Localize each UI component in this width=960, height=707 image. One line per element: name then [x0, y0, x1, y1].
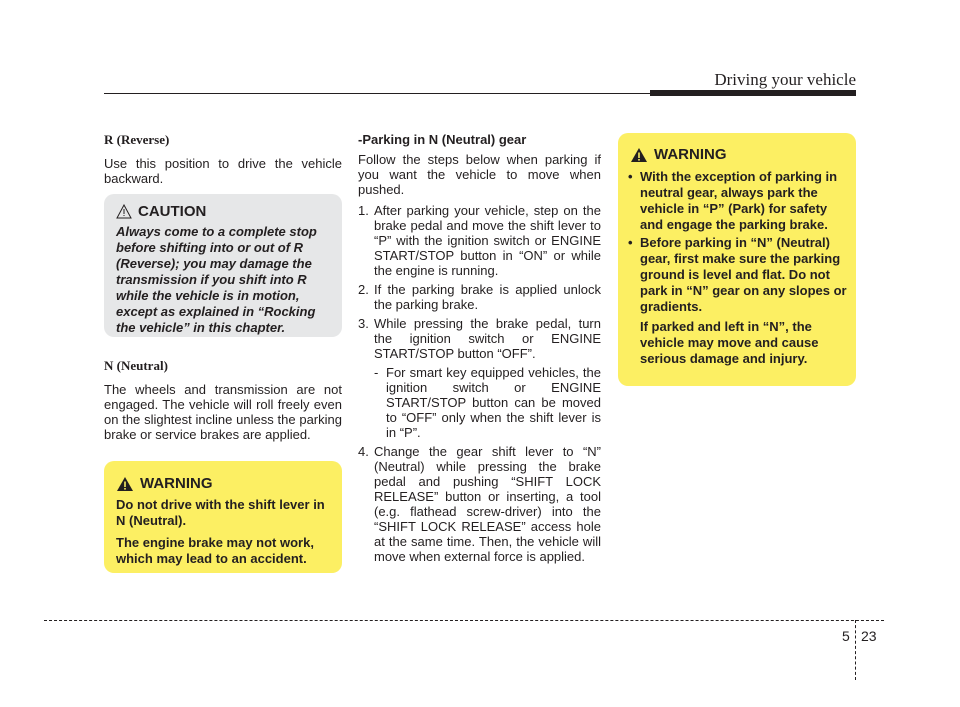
section-title: Driving your vehicle — [714, 70, 856, 89]
neutral-heading: N (Neutral) — [104, 358, 168, 373]
header-bar — [650, 90, 856, 96]
warning-title-left: WARNING — [140, 475, 213, 492]
warning-header-left — [116, 475, 213, 492]
chapter-number: 5 — [842, 628, 850, 644]
neutral-section — [104, 358, 342, 442]
warning-box-right — [618, 133, 856, 386]
warning-title-right: WARNING — [654, 146, 727, 163]
footer-divider — [855, 620, 856, 680]
parking-intro: Follow the steps below when parking if you want the vehicle to move when pushed. — [358, 152, 601, 197]
sub-list-item: - For smart key equipped vehicles, the ignition switch or ENGINE START/STOP button can be moved to “OFF” only when the shift lever is in “P”. — [374, 365, 601, 440]
warning-body-right — [628, 169, 852, 367]
caution-header — [116, 203, 206, 220]
warning-bullet-sub: If parked and left in “N”, the vehicle may move and cause serious damage and injury. — [640, 319, 819, 366]
warning-body-left — [116, 497, 336, 573]
footer-rule — [44, 620, 884, 621]
list-item: 3. While pressing the brake pedal, turn the ignition switch or ENGINE START/STOP button “OFF”. - For smart key equipped vehicles, the ignition switch or ENGINE START/STOP button can be moved to “OFF” only when the shift lever is in “P”. — [358, 316, 601, 440]
parking-neutral-heading: -Parking in N (Neutral) gear — [358, 132, 527, 147]
warning-triangle-icon — [116, 476, 134, 492]
warning-bullet: • Before parking in “N” (Neutral) gear, first make sure the parking ground is level and flat. Do not park in “N” gear on any slopes or gradients. — [628, 235, 847, 314]
caution-box — [104, 194, 342, 337]
warning-bullet: • With the exception of parking in neutral gear, always park the vehicle in “P” (Park) for safety and engage the parking brake. — [628, 169, 838, 232]
caution-triangle-icon — [116, 204, 132, 219]
warning-header-right — [630, 146, 727, 163]
warning-box-left — [104, 461, 342, 573]
list-item: 4. Change the gear shift lever to “N” (Neutral) while pressing the brake pedal and pushing “SHIFT LOCK RELEASE” button or inserting, a tool (e.g. flathead screw-driver) into the “SHIFT LOCK RELEASE” access hole at the same time. Then, the vehicle will move when external force is applied. — [358, 444, 601, 564]
caution-title: CAUTION — [138, 203, 207, 220]
warning-left-para2: The engine brake may not work, which may lead to an accident. — [116, 535, 314, 566]
page-number: 23 — [861, 628, 877, 644]
neutral-text: The wheels and transmission are not engaged. The vehicle will roll freely even on the slightest incline unless the parking brake or service brakes are applied. — [104, 382, 342, 442]
list-item: 1. After parking your vehicle, step on the brake pedal and move the shift lever to “P” with the ignition switch or ENGINE START/STOP button in “ON” or while the engine is running. — [358, 203, 601, 278]
warning-triangle-icon — [630, 147, 648, 163]
left-column — [104, 132, 342, 186]
parking-steps — [358, 203, 601, 564]
reverse-heading: R (Reverse) — [104, 132, 170, 147]
caution-text: Always come to a complete stop before shifting into or out of R (Reverse); you may damage the transmission if you shift into R while the vehicle is in motion, except as explained in “Rocking the vehicle” in this chapter. — [116, 224, 317, 335]
warning-left-para1: Do not drive with the shift lever in N (Neutral). — [116, 497, 325, 528]
middle-column — [358, 132, 601, 568]
list-item: 2. If the parking brake is applied unlock the parking brake. — [358, 282, 601, 312]
reverse-text: Use this position to drive the vehicle backward. — [104, 156, 342, 186]
